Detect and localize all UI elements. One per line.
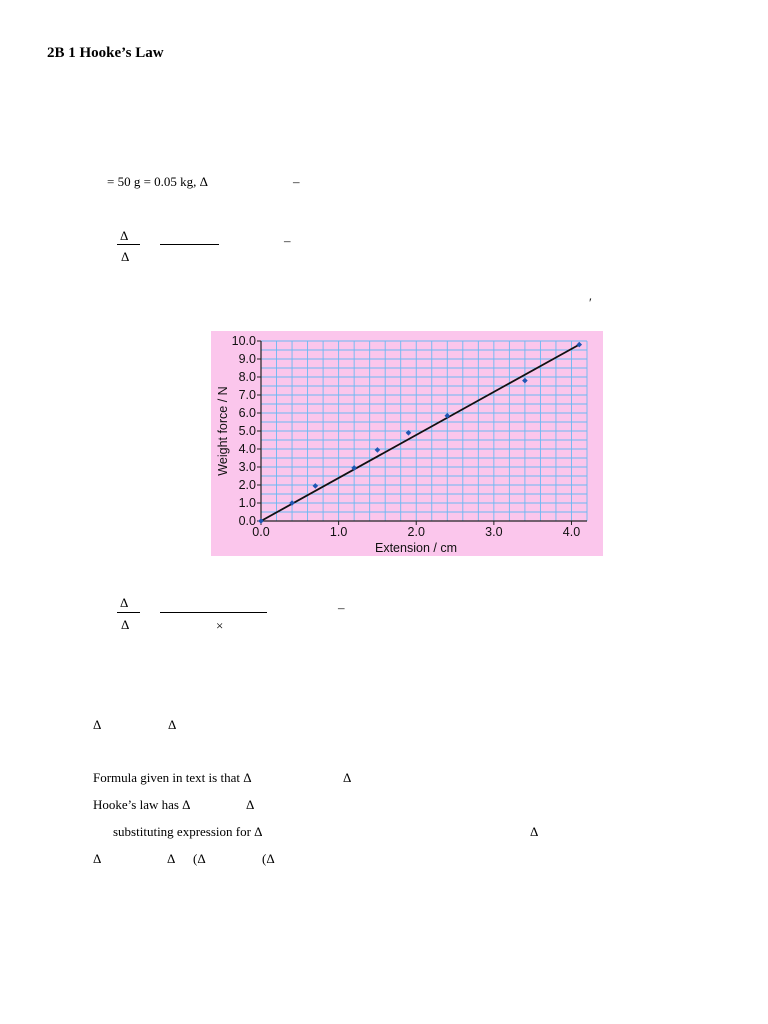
fraction-1-denominator: Δ bbox=[121, 249, 130, 264]
fraction-2-dash: – bbox=[338, 600, 345, 615]
hooke-line: Hooke’s law has Δ bbox=[93, 797, 191, 812]
chart-svg bbox=[211, 331, 603, 556]
y-tick-label: 9.0 bbox=[238, 352, 256, 366]
y-tick-label: 6.0 bbox=[238, 406, 256, 420]
delta-pair-b: Δ bbox=[168, 717, 177, 732]
mass-line: = 50 g = 0.05 kg, Δ bbox=[107, 174, 209, 189]
x-axis-label: Extension / cm bbox=[375, 541, 457, 555]
y-tick-label: 3.0 bbox=[238, 460, 256, 474]
delta-pair-a: Δ bbox=[93, 717, 102, 732]
x-tick-label: 2.0 bbox=[407, 525, 425, 539]
stray-mark: ′ bbox=[589, 295, 592, 310]
final-line-a: Δ bbox=[93, 851, 102, 866]
y-tick-label: 10.0 bbox=[231, 334, 256, 348]
formula-line: Formula given in text is that Δ bbox=[93, 770, 252, 785]
substitution-line: substituting expression for Δ bbox=[113, 824, 263, 839]
x-tick-label: 3.0 bbox=[485, 525, 503, 539]
fraction-2-blank-line bbox=[160, 612, 267, 613]
fraction-1-bar bbox=[117, 244, 140, 245]
hookes-law-chart bbox=[211, 331, 603, 556]
x-tick-label: 4.0 bbox=[562, 525, 581, 539]
formula-line-delta: Δ bbox=[343, 770, 352, 785]
fraction-1-blank-line bbox=[160, 244, 219, 245]
x-tick-label: 0.0 bbox=[252, 525, 270, 539]
final-line-d: (Δ bbox=[262, 851, 275, 866]
mass-line-dash: – bbox=[293, 174, 300, 189]
x-tick-label: 1.0 bbox=[329, 525, 348, 539]
final-line-c: (Δ bbox=[193, 851, 206, 866]
y-tick-label: 7.0 bbox=[238, 388, 256, 402]
final-line-b: Δ bbox=[167, 851, 176, 866]
y-tick-label: 0.0 bbox=[238, 514, 256, 528]
fraction-2-times: × bbox=[216, 618, 224, 633]
y-tick-label: 4.0 bbox=[238, 442, 256, 456]
substitution-line-delta: Δ bbox=[530, 824, 539, 839]
hooke-line-delta: Δ bbox=[246, 797, 255, 812]
y-tick-label: 2.0 bbox=[238, 478, 256, 492]
fraction-1-numerator: Δ bbox=[120, 228, 129, 243]
fraction-2-denominator: Δ bbox=[121, 617, 130, 632]
y-axis-label: Weight force / N bbox=[216, 386, 230, 476]
fraction-1-dash: – bbox=[284, 233, 291, 248]
y-tick-label: 1.0 bbox=[238, 496, 256, 510]
y-tick-label: 8.0 bbox=[238, 370, 256, 384]
y-tick-label: 5.0 bbox=[238, 424, 256, 438]
fraction-2-bar bbox=[117, 612, 140, 613]
page-title: 2B 1 Hooke’s Law bbox=[47, 45, 164, 61]
fraction-2-numerator: Δ bbox=[120, 595, 129, 610]
